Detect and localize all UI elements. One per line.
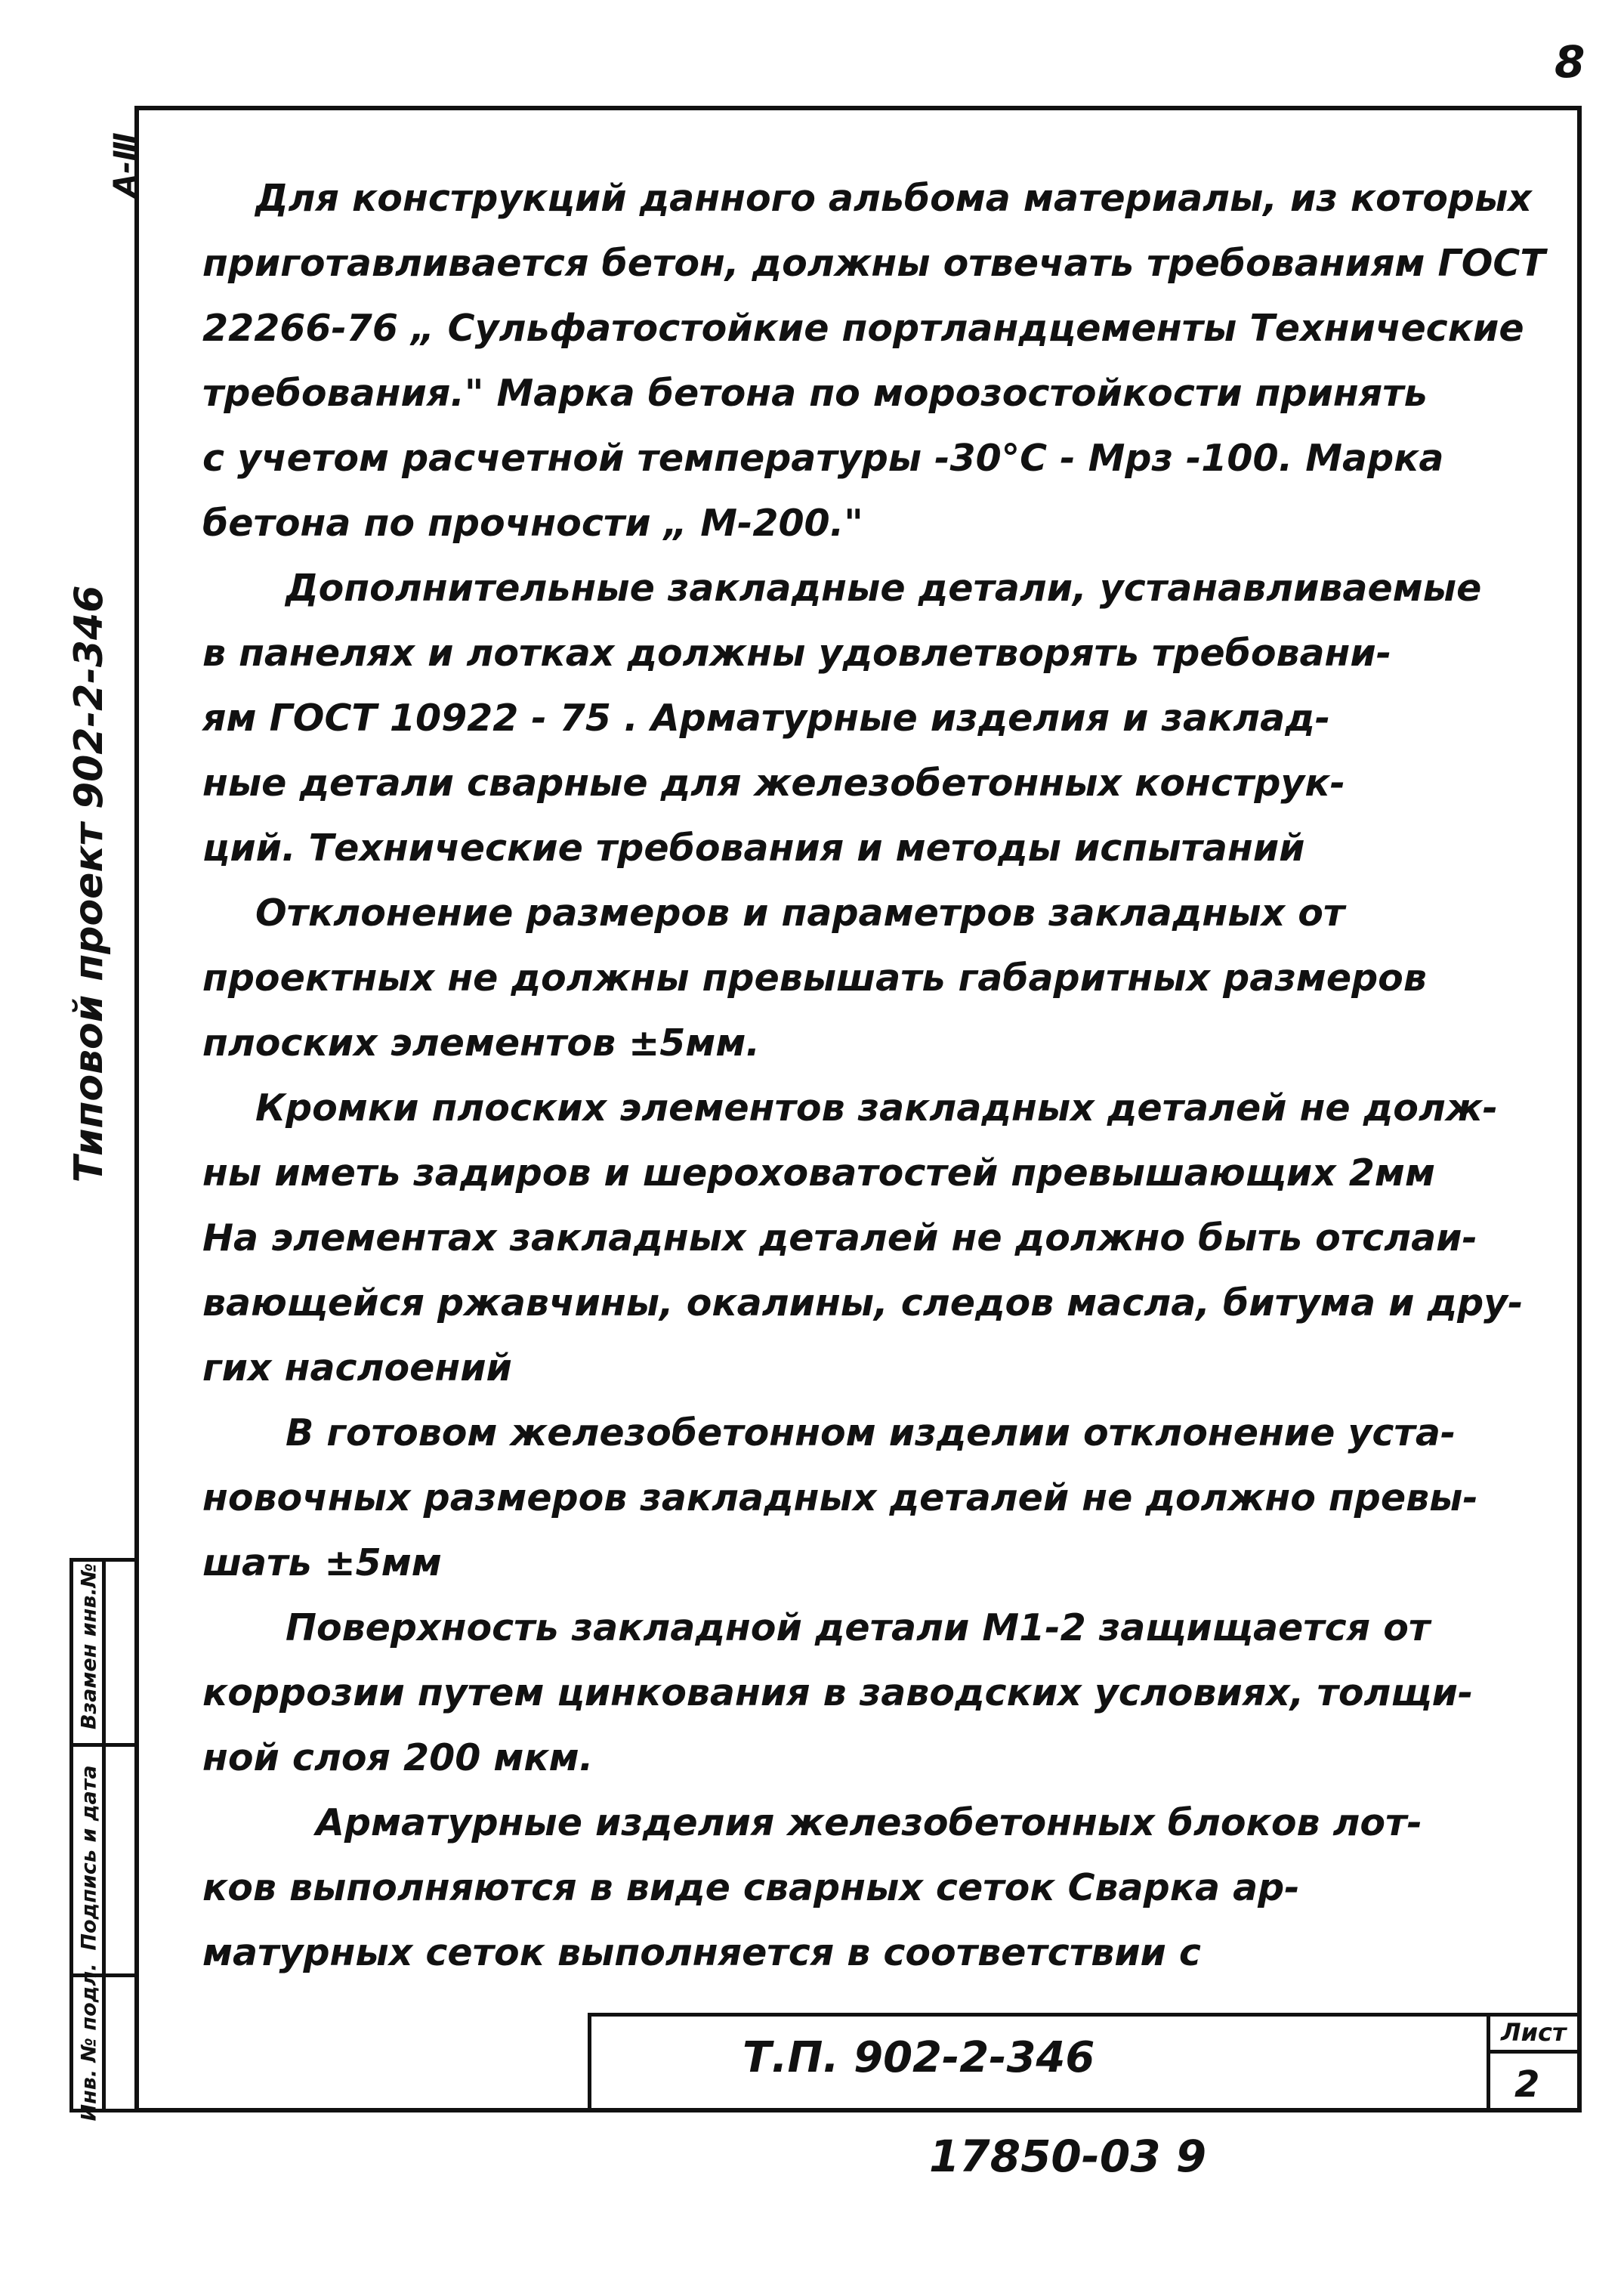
text-line: шать ±5мм [202, 1541, 442, 1584]
stamp-label-signature-date: Подпись и дата [77, 1765, 101, 1951]
stamp-strip-divider [73, 1743, 134, 1747]
text-line: Кромки плоских элементов закладных деталей не долж- [255, 1086, 1498, 1130]
stamp-label-replacement-inv: Взамен инв.№ [77, 1562, 101, 1730]
text-line: матурных сеток выполняется в соответствии с [202, 1931, 1201, 1974]
text-line: приготавливается бетон, должны отвечать требованиям ГОСТ [202, 242, 1545, 285]
text-line: с учетом расчетной температуры -30°С - Мрз -100. Марка [202, 437, 1444, 480]
text-line: новочных размеров закладных деталей не должно превы- [202, 1476, 1478, 1519]
text-line: 22266-76 „ Сульфатостойкие портландцементы Технические [202, 307, 1524, 350]
sheet-label: Лист [1501, 2018, 1567, 2047]
side-album-code: А-Ⅲ [108, 132, 143, 197]
text-line: вающейся ржавчины, окалины, следов масла, битума и дру- [202, 1281, 1524, 1324]
text-line: бетона по прочности „ М-200." [202, 502, 863, 545]
stamp-label-original-inv: Инв. № подл. [77, 1963, 101, 2122]
text-line: ям ГОСТ 10922 - 75 . Арматурные изделия и заклад- [202, 697, 1331, 740]
text-line: В готовом железобетонном изделии отклонение уста- [286, 1411, 1456, 1454]
text-line: плоских элементов ±5мм. [202, 1021, 761, 1065]
sheet-box-divider [1490, 2050, 1582, 2054]
text-line: ной слоя 200 мкм. [202, 1736, 594, 1779]
text-line: Отклонение размеров и параметров закладных от [255, 892, 1345, 935]
text-line: На элементах закладных деталей не должно быть отслаи- [202, 1216, 1477, 1259]
text-line: Для конструкций данного альбома материалы, из которых [255, 177, 1532, 220]
stamp-strip-vertical-divider [102, 1562, 106, 2109]
text-line: Поверхность закладной детали М1-2 защищается от [286, 1606, 1431, 1649]
text-line: в панелях и лотках должны удовлетворять требовани- [202, 632, 1392, 675]
drawing-code: Т.П. 902-2-346 [743, 2033, 1095, 2082]
body-text [202, 166, 1570, 1986]
text-line: ны иметь задиров и шероховатостей превышающих 2мм [202, 1151, 1436, 1195]
text-line: ные детали сварные для железобетонных конструк- [202, 762, 1345, 805]
text-line: ков выполняются в виде сварных сеток Сварка ар- [202, 1866, 1300, 1909]
text-line: требования." Марка бетона по морозостойкости принять [202, 372, 1428, 415]
side-project-title: Типовой проект 902-2-346 [66, 585, 112, 1183]
page-corner-number: 8 [1555, 36, 1585, 88]
text-line: ций. Технические требования и методы испытаний [202, 827, 1305, 870]
text-line: проектных не должны превышать габаритных размеров [202, 957, 1427, 1000]
archive-number: 17850-03 9 [929, 2131, 1207, 2182]
sheet-number: 2 [1514, 2063, 1540, 2106]
text-line: Дополнительные закладные детали, устанавливаемые [286, 567, 1482, 610]
sheet-box [1487, 2017, 1582, 2112]
text-line: гих наслоений [202, 1346, 512, 1389]
text-line: коррозии путем цинкования в заводских условиях, толщи- [202, 1671, 1474, 1714]
title-block [588, 2013, 1582, 2112]
stamp-strip [69, 1558, 134, 2122]
text-line: Арматурные изделия железобетонных блоков лот- [316, 1801, 1422, 1844]
